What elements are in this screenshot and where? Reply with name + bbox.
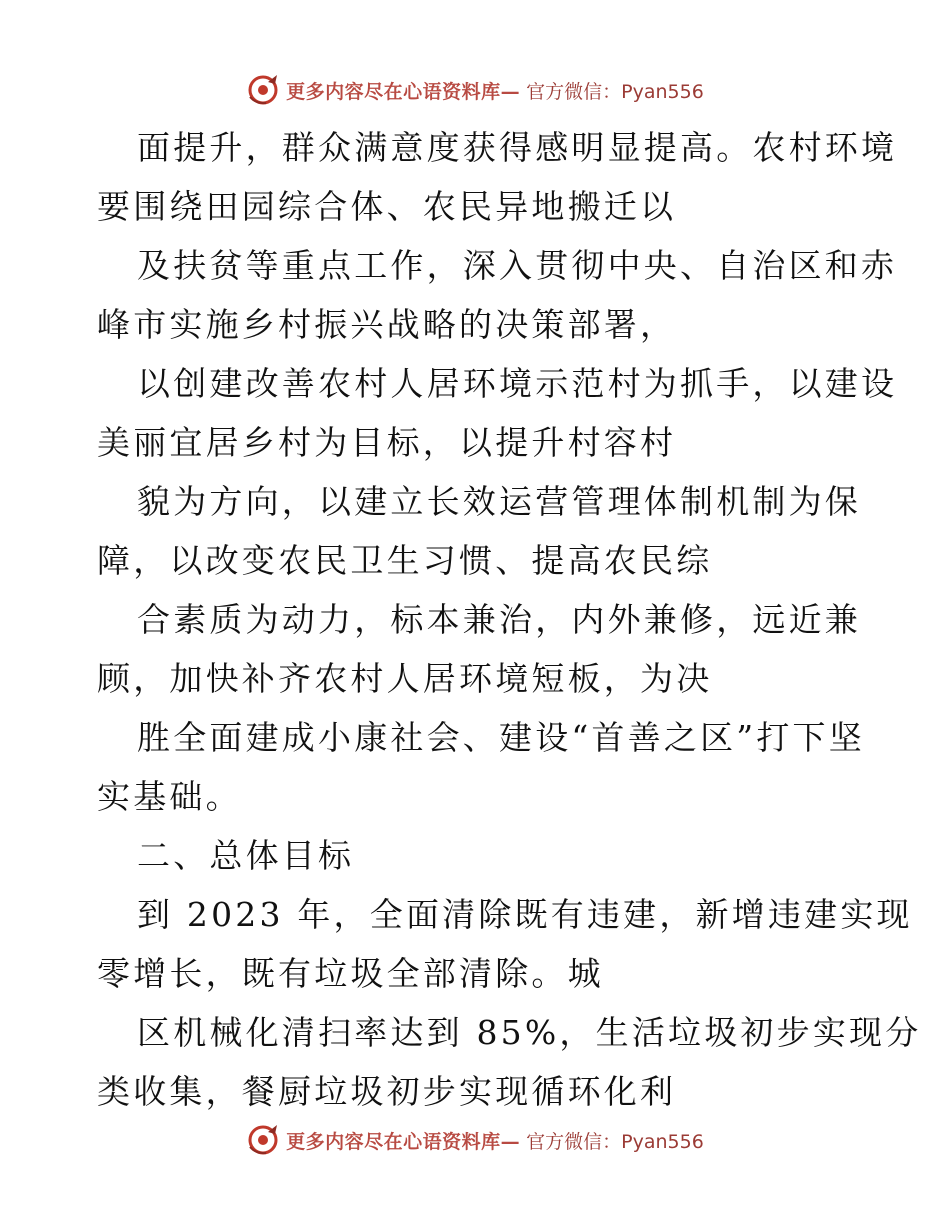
text-line: 以创建改善农村人居环境示范村为抓手，以建设 bbox=[137, 364, 898, 403]
text-line: 要围绕田园综合体、农民异地搬迁以 bbox=[97, 187, 677, 226]
header-watermark bbox=[0, 70, 950, 110]
section-heading: 二、总体目标 bbox=[137, 836, 355, 875]
watermark-suffix: 官方微信：Pyan556 bbox=[526, 80, 704, 103]
watermark-text: 更多内容尽在心语资料库— bbox=[286, 80, 521, 103]
logo-icon bbox=[246, 73, 280, 107]
text-line: 合素质为动力，标本兼治，内外兼修，远近兼 bbox=[137, 600, 861, 639]
text-line: 实基础。 bbox=[97, 777, 242, 816]
text-line: 障，以改变农民卫生习惯、提高农民综 bbox=[97, 541, 713, 580]
text-line: 区机械化清扫率达到 85%，生活垃圾初步实现分 bbox=[137, 1013, 922, 1052]
footer-watermark bbox=[0, 1120, 950, 1160]
document-body bbox=[97, 118, 922, 1121]
text-line: 美丽宜居乡村为目标，以提升村容村 bbox=[97, 423, 677, 462]
logo-icon bbox=[246, 1123, 280, 1157]
text-line: 顾，加快补齐农村人居环境短板，为决 bbox=[97, 659, 713, 698]
text-line: 零增长，既有垃圾全部清除。城 bbox=[97, 954, 604, 993]
text-line: 到 2023 年，全面清除既有违建，新增违建实现 bbox=[137, 895, 913, 934]
text-line: 貌为方向，以建立长效运营管理体制机制为保 bbox=[137, 482, 861, 521]
text-line: 类收集，餐厨垃圾初步实现循环化利 bbox=[97, 1072, 677, 1111]
text-line: 及扶贫等重点工作，深入贯彻中央、自治区和赤 bbox=[137, 246, 898, 285]
watermark-suffix: 官方微信：Pyan556 bbox=[526, 1130, 704, 1153]
text-line: 面提升，群众满意度获得感明显提高。农村环境 bbox=[137, 128, 898, 167]
watermark-text: 更多内容尽在心语资料库— bbox=[286, 1130, 521, 1153]
text-line: 峰市实施乡村振兴战略的决策部署， bbox=[97, 305, 677, 344]
text-line: 胜全面建成小康社会、建设“首善之区”打下坚 bbox=[137, 718, 865, 757]
